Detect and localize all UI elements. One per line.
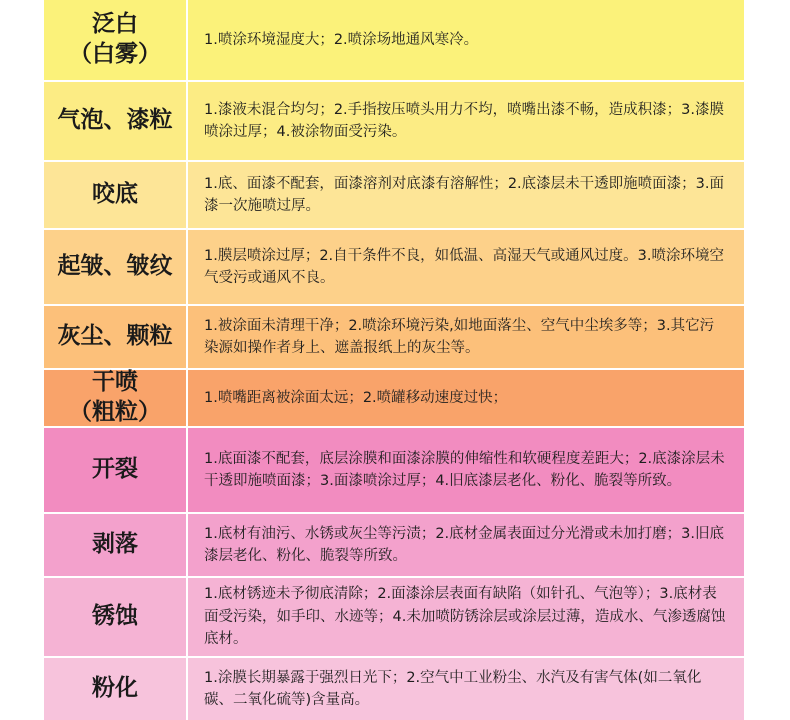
defect-name-main: 泛白 bbox=[92, 11, 138, 38]
defect-name bbox=[44, 306, 188, 368]
defect-cause-text: 1.喷涂环境湿度大；2.喷涂场地通风寒冷。 bbox=[204, 31, 479, 48]
defect-name bbox=[44, 230, 188, 304]
defect-name bbox=[44, 658, 188, 720]
defect-name bbox=[44, 82, 188, 160]
defect-name-main: 干喷 bbox=[92, 369, 138, 396]
defect-name bbox=[44, 0, 188, 80]
defect-cause bbox=[188, 306, 744, 368]
defect-name-main: 起皱、皱纹 bbox=[57, 253, 173, 280]
defect-name-main: 灰尘、颗粒 bbox=[57, 323, 173, 350]
defect-name-main: 气泡、漆粒 bbox=[57, 107, 173, 134]
defect-cause-text: 1.底、面漆不配套，面漆溶剂对底漆有溶解性；2.底漆层未干透即施喷面漆；3.面漆一次施喷过厚。 bbox=[204, 175, 725, 214]
defect-cause bbox=[188, 230, 744, 304]
defect-cause-text: 1.涂膜长期暴露于强烈日光下；2.空气中工业粉尘、水汽及有害气体(如二氧化碳、二氧化硫等)含量高。 bbox=[204, 669, 702, 708]
table-row bbox=[44, 578, 744, 658]
defect-cause-text: 1.底面漆不配套，底层涂膜和面漆涂膜的伸缩性和软硬程度差距大；2.底漆涂层未干透即施喷面漆；3.面漆喷涂过厚；4.旧底漆层老化、粉化、脆裂等所致。 bbox=[204, 450, 725, 489]
defect-cause bbox=[188, 658, 744, 720]
defect-name-main: 咬底 bbox=[92, 181, 138, 208]
table-row bbox=[44, 0, 744, 82]
defect-cause bbox=[188, 370, 744, 426]
defect-name-main: 剥落 bbox=[92, 531, 138, 558]
defect-cause-text: 1.底材有油污、水锈或灰尘等污渍；2.底材金属表面过分光滑或未加打磨；3.旧底漆层老化、粉化、脆裂等所致。 bbox=[204, 525, 725, 564]
defect-name bbox=[44, 514, 188, 576]
defect-cause-text: 1.膜层喷涂过厚；2.自干条件不良，如低温、高湿天气或通风过度。3.喷涂环境空气受污或通风不良。 bbox=[204, 247, 725, 286]
defect-cause bbox=[188, 514, 744, 576]
table-row bbox=[44, 658, 744, 720]
defect-cause bbox=[188, 82, 744, 160]
table-row bbox=[44, 428, 744, 514]
defect-name bbox=[44, 162, 188, 228]
defect-name-main: 开裂 bbox=[92, 456, 138, 483]
table-row bbox=[44, 514, 744, 578]
defect-cause bbox=[188, 162, 744, 228]
defect-cause-text: 1.被涂面未清理干净；2.喷涂环境污染,如地面落尘、空气中尘埃多等；3.其它污染源如操作者身上、遮盖报纸上的灰尘等。 bbox=[204, 317, 715, 356]
defect-name bbox=[44, 578, 188, 656]
defect-cause bbox=[188, 428, 744, 512]
defect-name-main: 锈蚀 bbox=[92, 603, 138, 630]
table-row bbox=[44, 306, 744, 370]
defect-cause-text: 1.底材锈迹未予彻底清除；2.面漆涂层表面有缺陷（如针孔、气泡等）；3.底材表面受污染，如手印、水迹等；4.未加喷防锈涂层或涂层过薄，造成水、气渗透腐蚀底材。 bbox=[204, 586, 726, 648]
table-row bbox=[44, 162, 744, 230]
defect-cause-text: 1.漆液未混合均匀；2.手指按压喷头用力不均，喷嘴出漆不畅，造成积漆；3.漆膜喷涂过厚；4.被涂物面受污染。 bbox=[204, 101, 725, 140]
table-row bbox=[44, 82, 744, 162]
defect-name-main: 粉化 bbox=[92, 675, 138, 702]
defect-cause-text: 1.喷嘴距离被涂面太远；2.喷罐移动速度过快； bbox=[204, 389, 508, 406]
defect-name bbox=[44, 428, 188, 512]
defect-cause bbox=[188, 0, 744, 80]
defect-name-sub: （粗粒） bbox=[69, 399, 161, 425]
table-row bbox=[44, 370, 744, 428]
table-row bbox=[44, 230, 744, 306]
defect-name-sub: （白雾） bbox=[69, 41, 161, 67]
defect-name bbox=[44, 370, 188, 426]
defect-cause bbox=[188, 578, 744, 656]
defect-table bbox=[44, 0, 744, 720]
